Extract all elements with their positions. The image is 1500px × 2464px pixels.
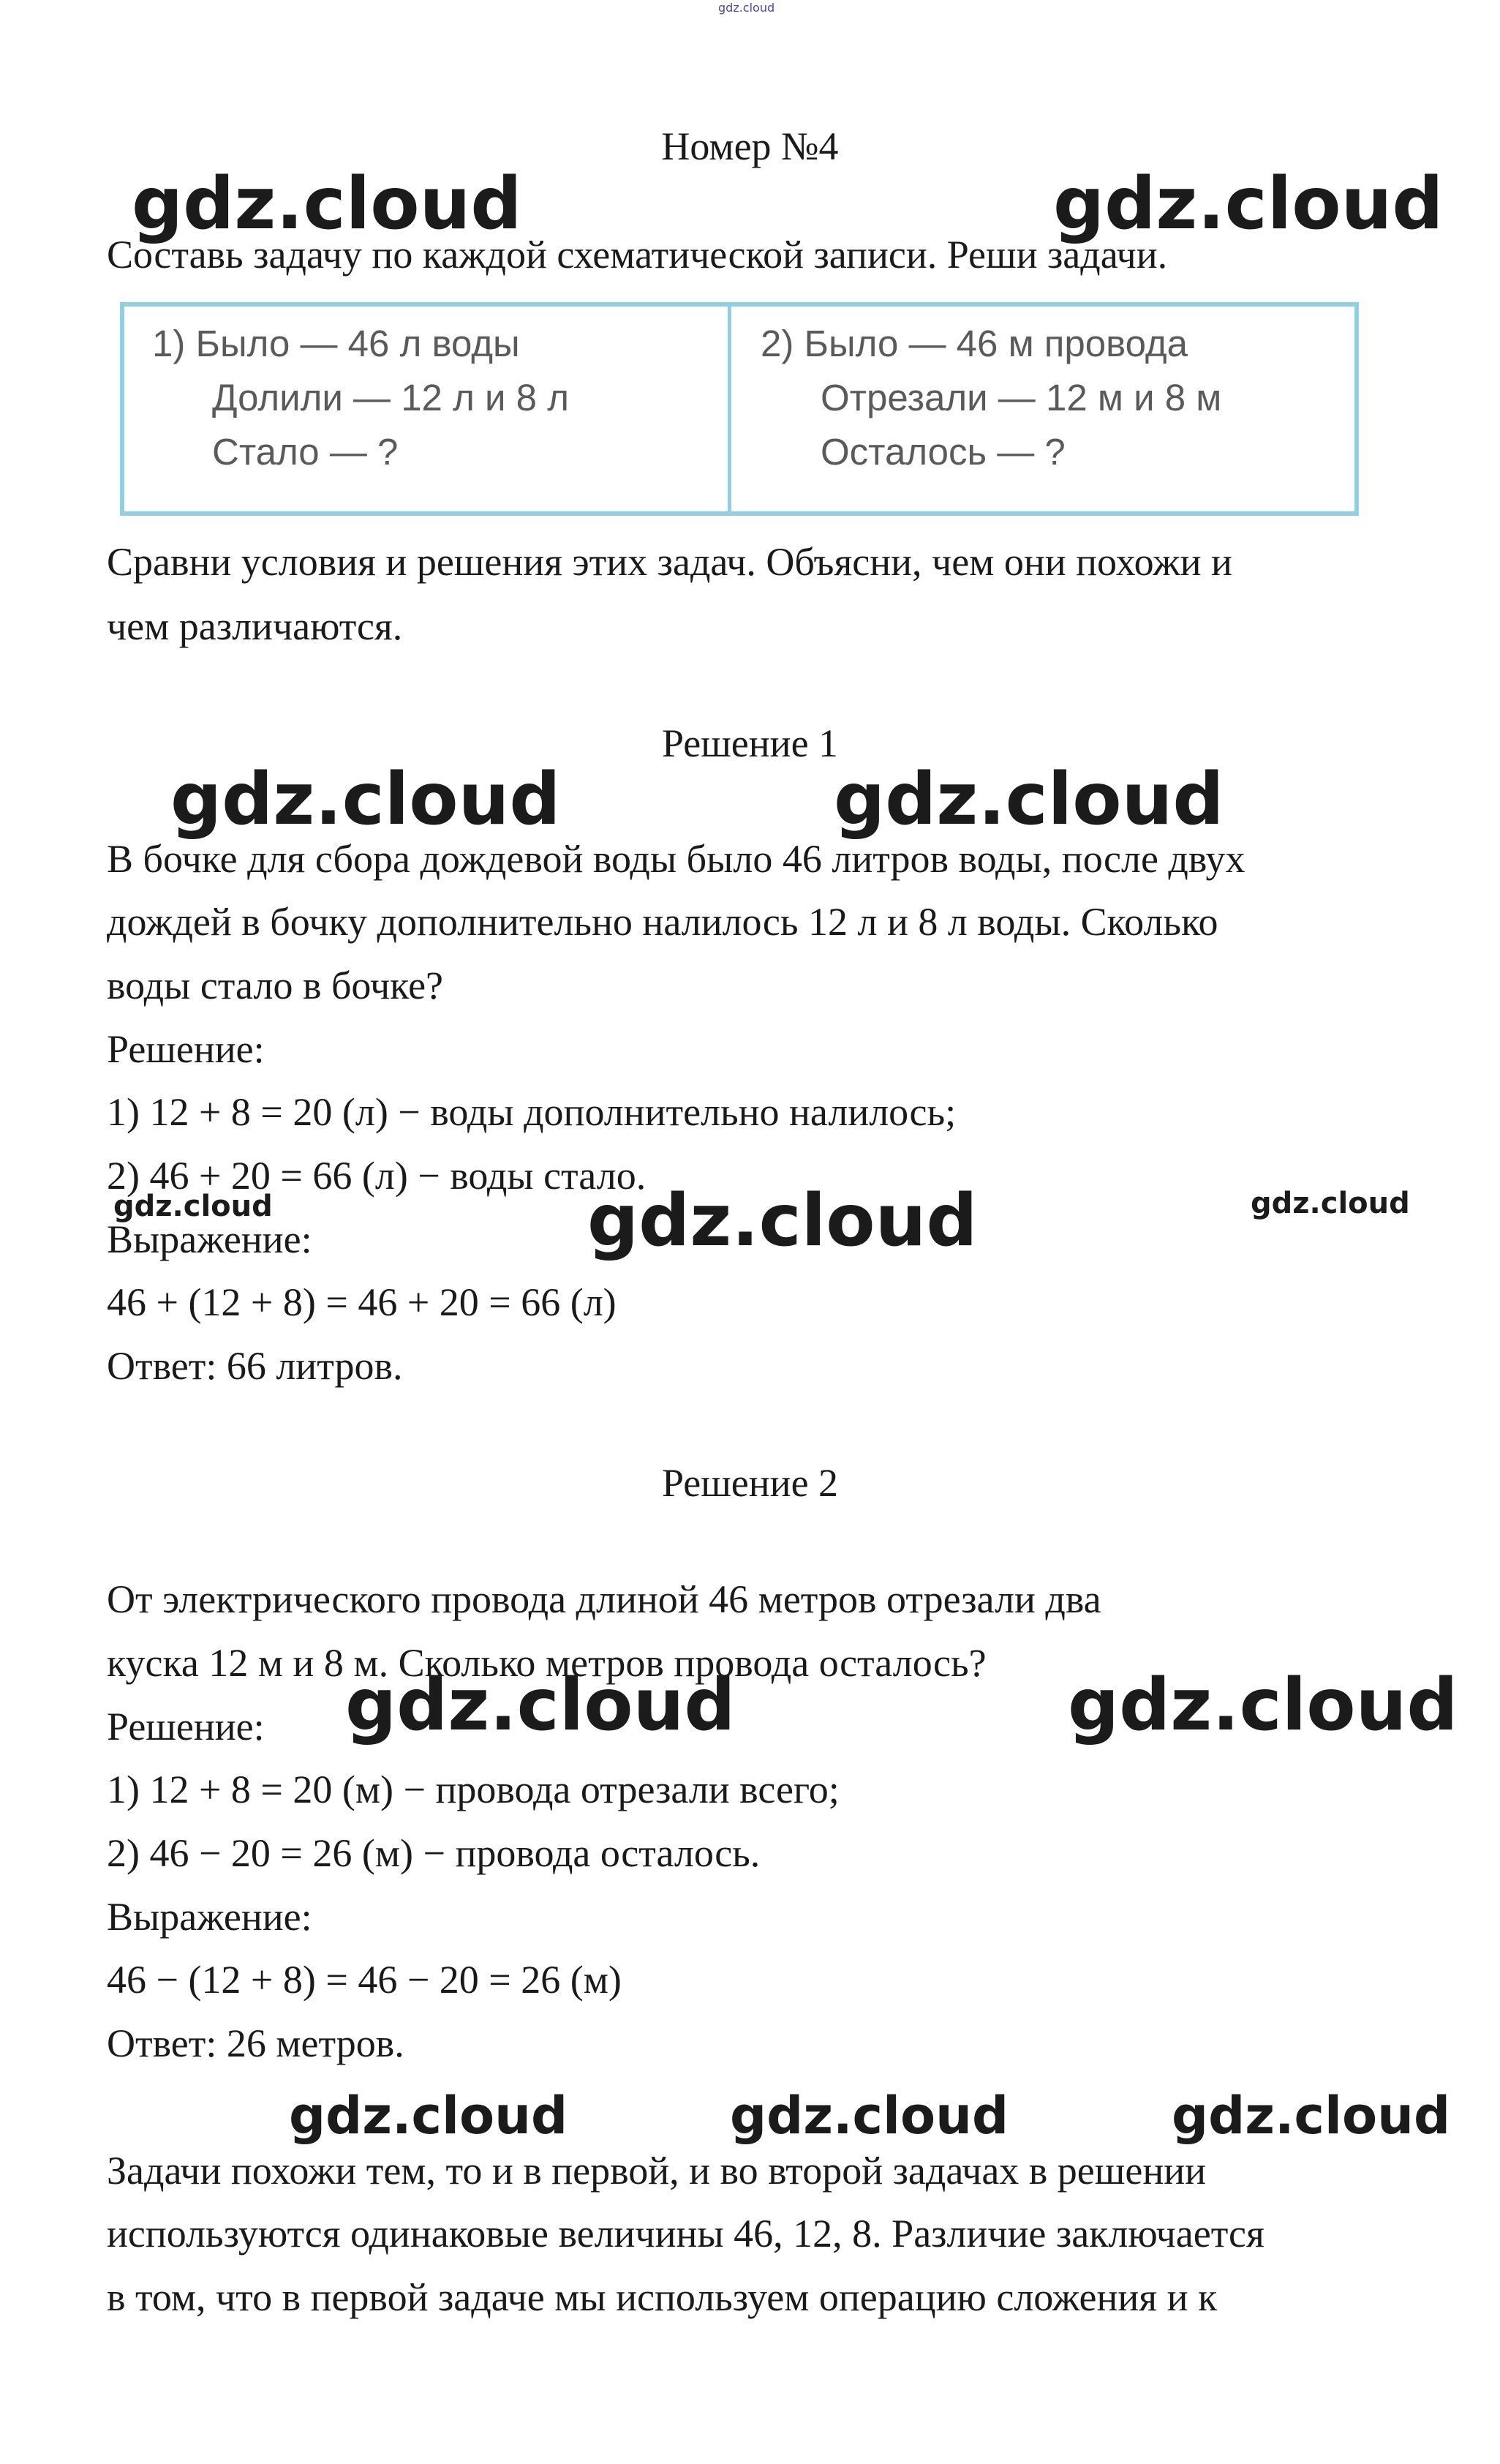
watermark: gdz.cloud [587,1179,978,1263]
scheme-box [120,302,1359,516]
conclusion-line1: Задачи похожи тем, то и в первой, и во второй задачах в решении [107,2149,1207,2193]
solution1-expression-label: Выражение: [107,1217,312,1261]
watermark: gdz.cloud [113,1190,273,1223]
solution2-text-line2: куска 12 м и 8 м. Сколько метров провода осталось? [107,1641,987,1685]
solution1-heading: Решение 1 [661,721,839,765]
scheme-left-line3: Стало — ? [212,431,399,473]
scheme-left [152,317,569,479]
solution2-label: Решение: [107,1705,265,1749]
compare-line-2: чем различаются. [107,604,403,648]
solution2-answer: Ответ: 26 метров. [107,2021,404,2065]
solution1-step1: 1) 12 + 8 = 20 (л) − воды дополнительно налилось; [107,1090,957,1134]
page-title: Номер №4 [661,124,839,168]
solution1-answer: Ответ: 66 литров. [107,1344,403,1388]
solution1-text-line3: воды стало в бочке? [107,964,444,1007]
watermark: gdz.cloud [730,2086,1009,2146]
scheme-left-line1: 1) Было — 46 л воды [152,323,520,364]
solution2-expression: 46 − (12 + 8) = 46 − 20 = 26 (м) [107,1958,622,2002]
scheme-right-line2: Отрезали — 12 м и 8 м [821,377,1222,418]
watermark: gdz.cloud [170,758,561,841]
solution1-text-line2: дождей в бочку дополнительно налилось 12 л и 8 л воды. Сколько [107,900,1218,944]
watermark: gdz.cloud [132,162,522,246]
header-watermark: gdz.cloud [718,1,775,15]
solution2-text-line1: От электрического провода длиной 46 метров отрезали два [107,1577,1101,1621]
conclusion-line2: используются одинаковые величины 46, 12, 8. Различие заключается [107,2212,1265,2255]
task-instruction: Составь задачу по каждой схематической записи. Реши задачи. [107,233,1168,277]
solution1-expression: 46 + (12 + 8) = 46 + 20 = 66 (л) [107,1280,617,1324]
scheme-right-line1: 2) Было — 46 м провода [761,323,1188,364]
scheme-right [761,317,1221,479]
solution2-step2: 2) 46 − 20 = 26 (м) − провода осталось. [107,1831,761,1875]
scheme-left-line2: Долили — 12 л и 8 л [212,377,569,418]
watermark: gdz.cloud [345,1664,736,1747]
watermark: gdz.cloud [1053,162,1444,246]
solution1-label: Решение: [107,1027,265,1071]
watermark: gdz.cloud [1068,1664,1458,1747]
scheme-right-line3: Осталось — ? [821,431,1066,473]
solution2-expression-label: Выражение: [107,1895,312,1939]
solution2-step1: 1) 12 + 8 = 20 (м) − провода отрезали всего; [107,1768,840,1811]
compare-line-1: Сравни условия и решения этих задач. Объясни, чем они похожи и [107,540,1232,584]
watermark: gdz.cloud [1172,2086,1451,2146]
solution2-heading: Решение 2 [661,1461,839,1505]
watermark: gdz.cloud [834,758,1224,841]
scheme-divider [728,307,731,511]
watermark: gdz.cloud [289,2086,568,2146]
solution1-text-line1: В бочке для сбора дождевой воды было 46 литров воды, после двух [107,837,1245,881]
watermark: gdz.cloud [1251,1187,1410,1220]
solution1-step2: 2) 46 + 20 = 66 (л) − воды стало. [107,1154,647,1198]
conclusion-line3: в том, что в первой задаче мы используем операцию сложения и к [107,2275,1218,2319]
